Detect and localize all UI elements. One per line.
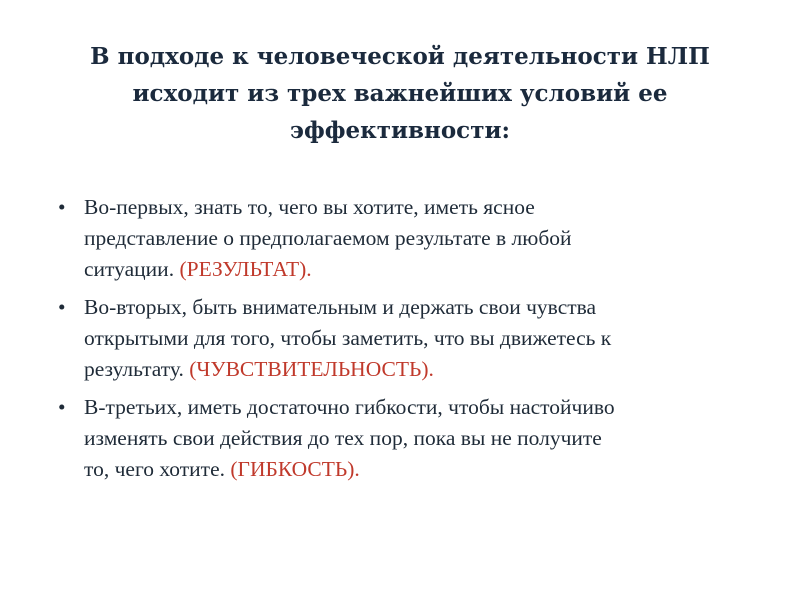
bullet-line: представление о предполагаемом результате в любой: [84, 226, 572, 250]
bullet-line: В-третьих, иметь достаточно гибкости, чтобы настойчиво: [84, 395, 615, 419]
bullet-item-sensitivity: [58, 292, 758, 385]
bullet-line-text: то, чего хотите.: [84, 457, 231, 481]
title-line-2: исходит из трех важнейших условий ее: [132, 80, 668, 107]
keyword-result: (РЕЗУЛЬТАТ).: [179, 257, 312, 281]
bullet-dot-icon: •: [58, 295, 66, 319]
keyword-sensitivity: (ЧУВСТВИТЕЛЬНОСТЬ).: [189, 357, 434, 381]
title-line-1: В подходе к человеческой деятельности НЛП: [90, 43, 710, 70]
bullet-list: [58, 192, 758, 492]
bullet-line: [84, 454, 758, 485]
bullet-dot-icon: •: [58, 395, 66, 419]
slide-title: [40, 38, 760, 149]
bullet-dot-icon: •: [58, 195, 66, 219]
bullet-line: Во-первых, знать то, чего вы хотите, иметь ясное: [84, 195, 535, 219]
bullet-line: [84, 354, 758, 385]
bullet-item-result: [58, 192, 758, 285]
title-line-3: эффективности:: [289, 117, 510, 144]
bullet-line: [84, 254, 758, 285]
bullet-line: изменять свои действия до тех пор, пока вы не получите: [84, 426, 602, 450]
bullet-line: Во-вторых, быть внимательным и держать свои чувства: [84, 295, 597, 319]
bullet-line: открытыми для того, чтобы заметить, что вы движетесь к: [84, 326, 612, 350]
bullet-line-text: ситуации.: [84, 257, 180, 281]
bullet-item-flexibility: [58, 392, 758, 485]
bullet-line-text: результату.: [84, 357, 190, 381]
keyword-flexibility: (ГИБКОСТЬ).: [230, 457, 360, 481]
